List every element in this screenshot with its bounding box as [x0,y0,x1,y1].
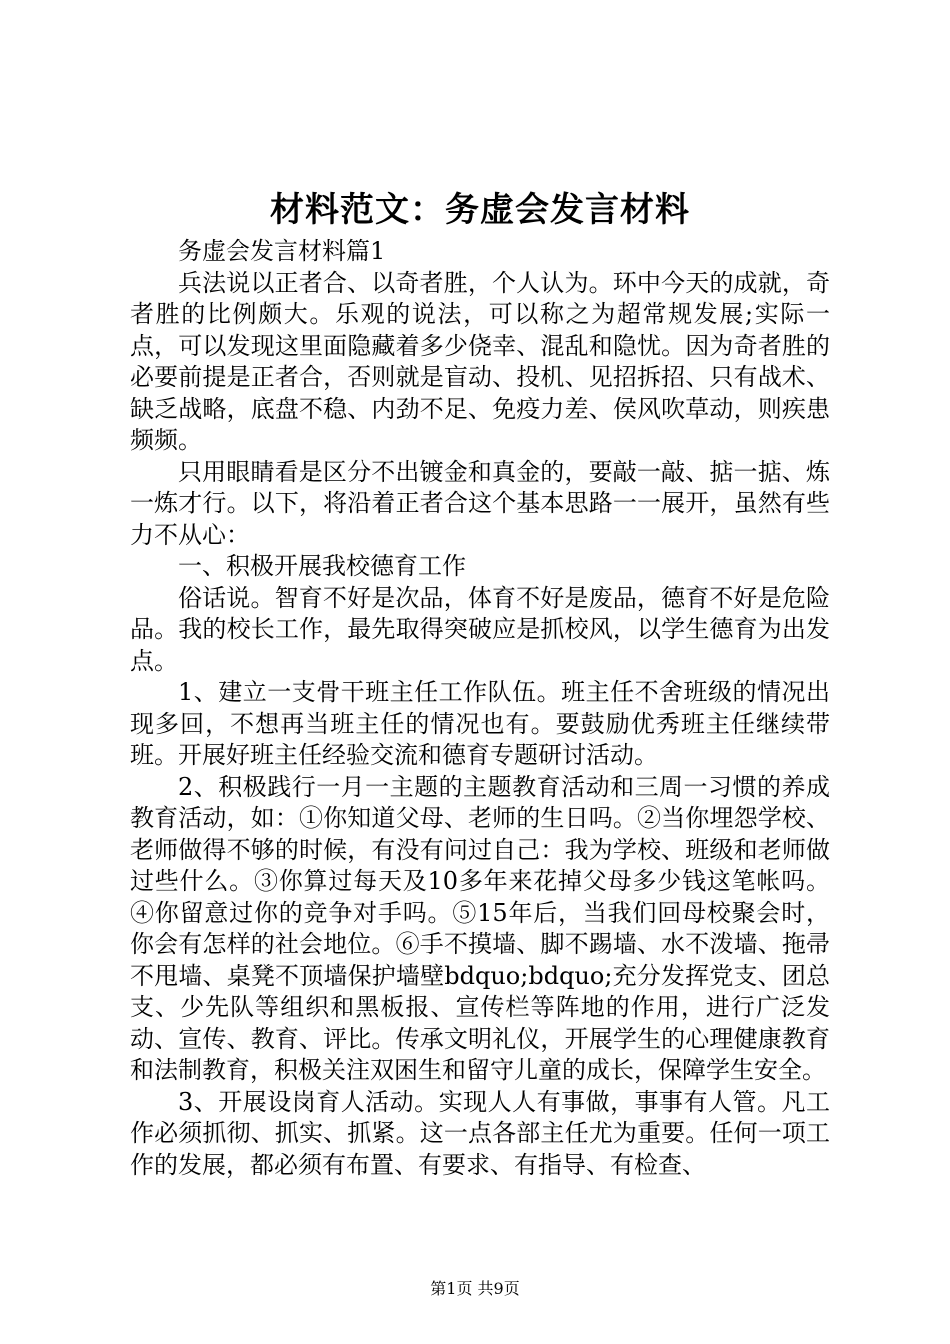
paragraph: 2、积极践行一月一主题的主题教育活动和三周一习惯的养成教育活动，如：①你知道父母、老师的生日吗。②当你埋怨学校、老师做得不够的时候，有没有问过自己：我为学校、班级和老师做过些什么。③你算过每天及10多年来花掉父母多少钱这笔帐吗。④你留意过你的竞争对手吗。⑤15年后，当我们回母校聚会时，你会有怎样的社会地位。⑥手不摸墙、脚不踢墙、水不泼墙、拖帚不甩墙、桌凳不顶墙保护墙壁bdquo;bdquo;充分发挥党支、团总支、少先队等组织和黑板报、宣传栏等阵地的作用，进行广泛发动、宣传、教育、评比。传承文明礼仪，开展学生的心理健康教育和法制教育，积极关注双困生和留守儿童的成长，保障学生安全。 [130,772,830,1084]
document-title: 材料范文：务虚会发言材料 [270,190,690,230]
paragraph: 1、建立一支骨干班主任工作队伍。班主任不舍班级的情况出现多回，不想再当班主任的情况也有。要鼓励优秀班主任继续带班。开展好班主任经验交流和德育专题研讨活动。 [130,678,830,769]
paragraph: 俗话说。智育不好是次品，体育不好是废品，德育不好是危险品。我的校长工作，最先取得突破应是抓校风，以学生德育为出发点。 [130,583,830,675]
paragraph: 只用眼睛看是区分不出镀金和真金的，要敲一敲、掂一掂、炼一炼才行。以下，将沿着正者合这个基本思路一一展开，虽然有些力不从心： [130,457,830,549]
page-number: 第1页 共9页 [430,1279,520,1298]
paragraph: 3、开展设岗育人活动。实现人人有事做，事事有人管。凡工作必须抓彻、抓实、抓紧。这一点各部主任尤为重要。任何一项工作的发展，都必须有布置、有要求、有指导、有检查、 [130,1087,830,1179]
document-body [130,236,830,1181]
paragraph: 兵法说以正者合、以奇者胜，个人认为。环中今天的成就，奇者胜的比例颇大。乐观的说法，可以称之为超常规发展;实际一点，可以发现这里面隐藏着多少侥幸、混乱和隐忧。因为奇者胜的必要前提是正者合，否则就是盲动、投机、见招拆招、只有战术、缺乏战略，底盘不稳、内劲不足、免疫力差、侯风吹草动，则疾患频频。 [130,268,830,454]
section-heading: 务虚会发言材料篇1 [178,237,386,265]
section-heading: 一、积极开展我校德育工作 [178,552,466,580]
